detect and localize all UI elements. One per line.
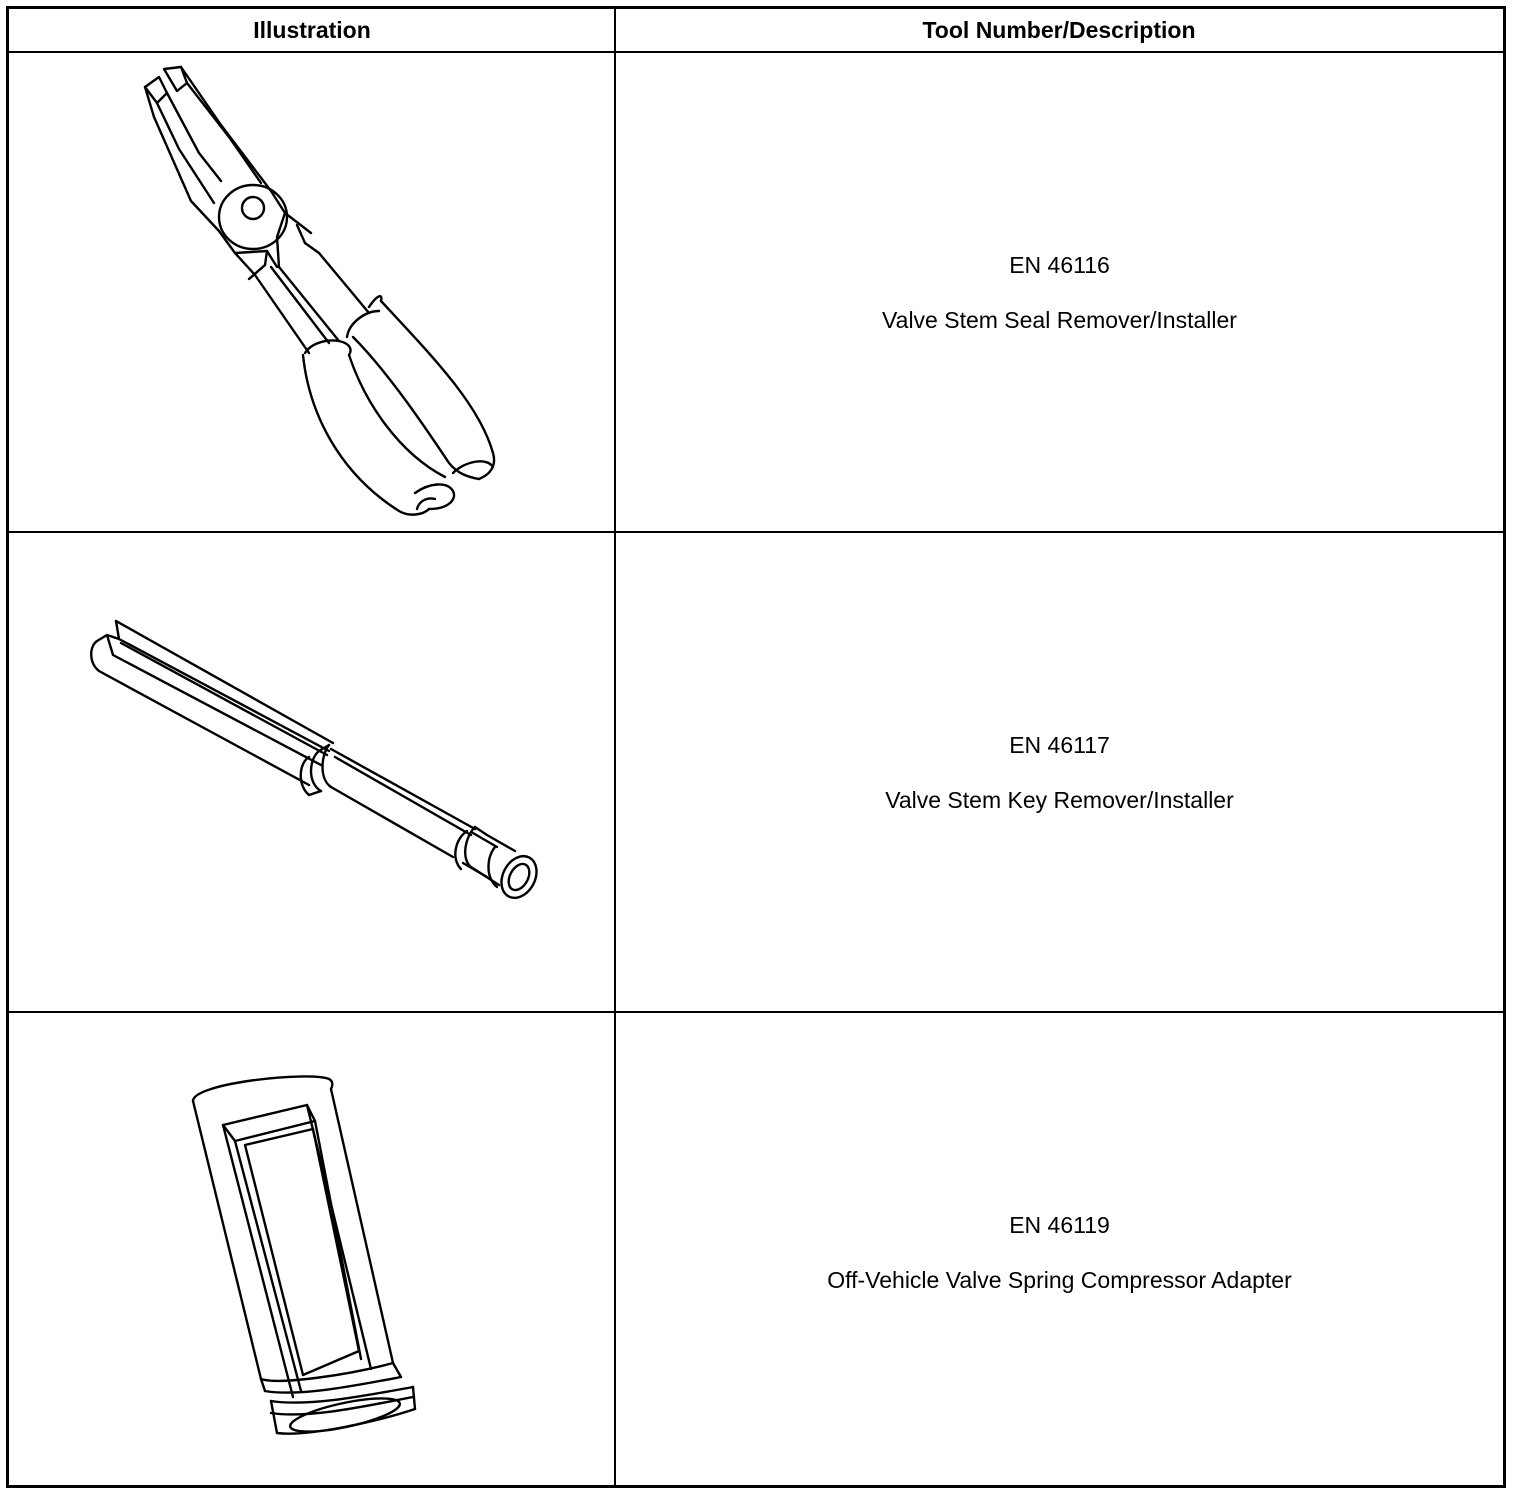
table-row: [9, 1013, 1503, 1491]
tool-description: Valve Stem Key Remover/Installer: [885, 787, 1234, 813]
special-tools-table: [6, 6, 1506, 1488]
illustration-cell: [9, 53, 614, 531]
cylinder-adapter-icon: [9, 1013, 614, 1491]
rod-tool-icon: [9, 533, 614, 1011]
description-cell: [616, 533, 1503, 1011]
tool-description: Valve Stem Seal Remover/Installer: [882, 307, 1237, 333]
tool-number: EN 46117: [1009, 732, 1110, 758]
description-cell: [616, 1013, 1503, 1491]
header-tool-number-description: Tool Number/Description: [922, 17, 1196, 43]
tool-description: Off-Vehicle Valve Spring Compressor Adapter: [827, 1267, 1292, 1293]
table-row: [9, 533, 1503, 1013]
header-illustration: Illustration: [253, 17, 371, 43]
illustration-cell: [9, 533, 614, 1011]
description-cell: [616, 53, 1503, 531]
illustration-cell: [9, 1013, 614, 1491]
pliers-icon: [9, 53, 614, 531]
table-header-row: [9, 9, 1503, 53]
tool-number: EN 46119: [1009, 1212, 1110, 1238]
table-row: [9, 53, 1503, 533]
tool-number: EN 46116: [1009, 252, 1110, 278]
